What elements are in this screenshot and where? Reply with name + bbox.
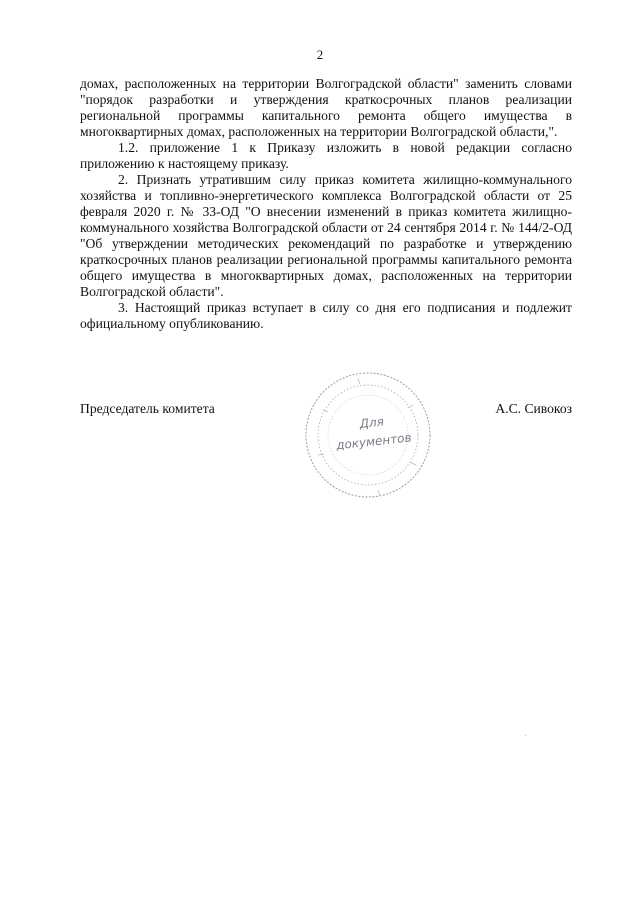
page-number: 2 — [316, 47, 324, 62]
stamp-text-line1: Для — [358, 414, 385, 431]
paragraph-continuation: домах, расположенных на территории Волгоградской области" заменить словами "порядок разработки и утверждения краткосрочных планов реализации региональной программы капитального ремонта общего имущества в многоквартирных домах, расположенных на территории Волгоградской области,". — [80, 76, 572, 139]
paragraph-item-2: 2. Признать утратившим силу приказ комитета жилищно-коммунального хозяйства и топливно-энергетического комплекса Волгоградской области от 25 февраля 2020 г. № 33-ОД "О внесении изменений в приказ комитета жилищно-коммунального хозяйства Волгоградской области от 24 сентября 2014 г. № 144/2-ОД "Об утверждении методических рекомендаций по разработке и утверждению краткосрочных планов реализации региональной программы капитального ремонта общего имущества в многоквартирных домах, расположенных на территории Волгоградской области". — [80, 172, 572, 299]
signature-name: А.С. Сивокоз — [495, 401, 572, 416]
document-body — [80, 76, 572, 332]
signature-title: Председатель комитета — [80, 401, 215, 416]
stamp-seal — [298, 370, 438, 500]
paragraph-item-3: 3. Настоящий приказ вступает в силу со дня его подписания и подлежит официальному опубликованию. — [80, 300, 572, 331]
stamp-text-line2: документов — [335, 430, 413, 453]
scan-speck — [525, 735, 526, 736]
paragraph-item-1-2: 1.2. приложение 1 к Приказу изложить в новой редакции согласно приложению к настоящему приказу. — [80, 140, 572, 171]
